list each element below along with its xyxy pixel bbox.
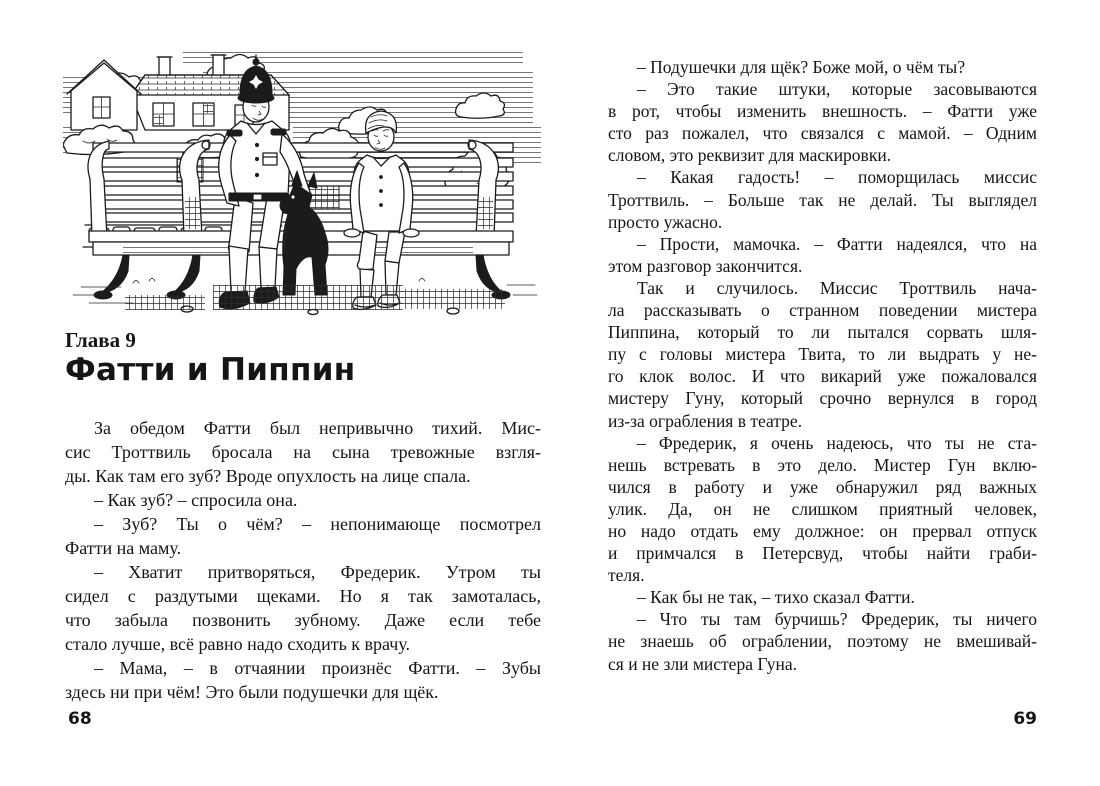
- text-line: ды. Как там его зуб? Вроде опухлость на лице спала.: [65, 466, 471, 486]
- text-line: стало лучше, всё равно надо сходить к врачу.: [65, 634, 411, 654]
- paragraph: [65, 560, 541, 656]
- paragraph: [608, 608, 1037, 674]
- page-number-right: 69: [1013, 709, 1037, 729]
- bench-scene-illustration: [63, 45, 541, 317]
- paragraph: [65, 416, 541, 488]
- text-line: ся и не зли мистера Гуна.: [608, 653, 798, 674]
- text-line: просто ужасно.: [608, 211, 723, 232]
- text-line: не знаешь об ограблении, поэтому не вмешивай-: [608, 631, 1037, 652]
- text-line: – Какая гадость! – поморщилась миссис: [637, 167, 1037, 188]
- paragraph: [65, 512, 541, 560]
- text-line: и примчался в Петерсвуд, чтобы найти граби-: [608, 543, 1037, 564]
- text-line: – Прости, мамочка. – Фатти надеялся, что на: [637, 233, 1037, 254]
- text-line: ла рассказывать о странном поведении мистера: [608, 300, 1037, 321]
- paragraph: [608, 166, 1037, 232]
- text-line: – Как зуб? – спросила она.: [94, 490, 298, 510]
- paragraph: [608, 432, 1037, 587]
- left-page: [65, 0, 541, 786]
- text-line: мистеру Гуну, который срочно вернулся в город: [608, 388, 1037, 409]
- text-line: – Зуб? Ты о чём? – непонимающе посмотрел: [94, 514, 541, 534]
- chapter-title: Фатти и Пиппин: [65, 352, 356, 388]
- text-line: Троттвиль. – Больше так не делай. Ты выглядел: [608, 189, 1037, 210]
- ground: [73, 279, 537, 315]
- text-line: – Подушечки для щёк? Боже мой, о чём ты?: [637, 57, 966, 77]
- text-line: – Хватит притворяться, Фредерик. Утром ты: [94, 562, 541, 582]
- paragraph: [65, 488, 541, 512]
- text-line: словом, это реквизит для маскировки.: [608, 145, 892, 166]
- text-line: что забыла позвонить зубному. Даже если тебе: [65, 610, 541, 630]
- text-line: Фатти на маму.: [65, 538, 182, 558]
- text-line: в рот, чтобы изменить внешность. – Фатти уже: [608, 101, 1037, 122]
- text-line: сис Троттвиль бросала на сына тревожные взгля-: [65, 442, 541, 462]
- text-line: улик. Да, он не слишком приятный человек,: [608, 498, 1037, 519]
- page-number-left: 68: [68, 709, 92, 729]
- text-line: сто раз пожалел, что связался с мамой. – Одним: [608, 123, 1037, 144]
- paragraph: [608, 233, 1037, 277]
- text-line: го клок волос. И что викарий уже пожаловался: [608, 366, 1037, 387]
- left-page-text: [65, 416, 541, 704]
- text-line: чился в работу и уже обнаружил ряд важных: [608, 476, 1037, 497]
- right-page-text: [608, 56, 1037, 675]
- text-line: из-за ограбления в театре.: [608, 410, 803, 431]
- text-line: За обедом Фатти был непривычно тихий. Мис-: [94, 418, 541, 438]
- text-line: Пиппина, который то ли пытался сорвать шля-: [608, 322, 1037, 343]
- text-line: – Что ты там бурчишь? Фредерик, ты ничего: [637, 609, 1037, 630]
- right-page: [608, 0, 1037, 786]
- text-line: сидел с раздутыми щеками. Но я так замоталась,: [65, 586, 541, 606]
- text-line: – Это такие штуки, которые засовываются: [637, 79, 1037, 100]
- paragraph: [608, 277, 1037, 432]
- text-line: – Фредерик, я очень надеюсь, что ты не ста-: [637, 432, 1037, 453]
- text-line: пу с головы мистера Твита, то ли выдрать у не-: [608, 344, 1037, 365]
- text-line: – Мама, – в отчаянии произнёс Фатти. – Зубы: [94, 658, 541, 678]
- paragraph: [608, 78, 1037, 166]
- paragraph: [65, 656, 541, 704]
- text-line: Так и случилось. Миссис Троттвиль нача-: [637, 277, 1037, 298]
- paragraph: [608, 56, 1037, 78]
- text-line: нешь встревать в это дело. Мистер Гун вклю-: [608, 454, 1037, 475]
- text-line: – Как бы не так, – тихо сказал Фатти.: [637, 587, 915, 608]
- text-line: но надо отдать ему должное: он прервал отпуск: [608, 520, 1037, 541]
- paragraph: [608, 586, 1037, 608]
- chapter-label: Глава 9: [65, 328, 136, 352]
- text-line: этом разговор закончится.: [608, 255, 803, 276]
- text-line: здесь ни при чём! Это были подушечки для щёк.: [65, 682, 439, 702]
- text-line: теля.: [608, 565, 645, 586]
